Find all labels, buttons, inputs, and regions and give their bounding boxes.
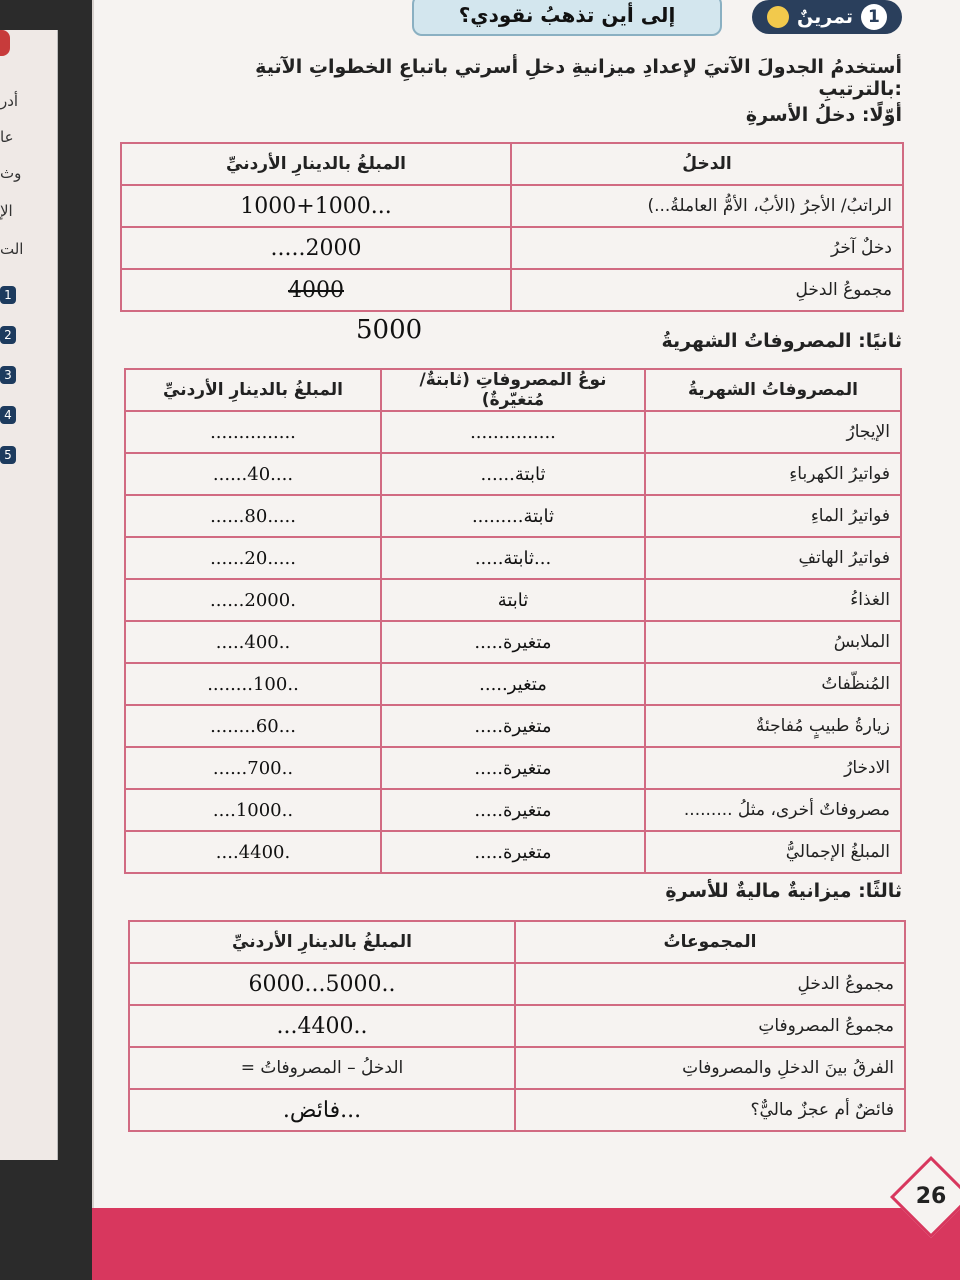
- table-row: [121, 227, 903, 269]
- exercise-label-text: تمرينٌ: [797, 6, 853, 28]
- budget-header-amount: المبلغُ بالدينارِ الأردنيِّ: [129, 921, 515, 963]
- expense-item: الادخارُ: [645, 747, 901, 789]
- edge-text-4: الإ: [0, 202, 13, 220]
- expense-type[interactable]: متغيرة.....: [381, 747, 645, 789]
- budget-value[interactable]: ..4400...: [129, 1005, 515, 1047]
- exercise-header: [412, 0, 902, 38]
- table-row: [125, 831, 901, 873]
- expense-amount[interactable]: ..400.....: [125, 621, 381, 663]
- table-row: [125, 705, 901, 747]
- expenses-table: [124, 368, 902, 874]
- expenses-header-item: المصروفاتُ الشهريةُ: [645, 369, 901, 411]
- expense-amount[interactable]: .....80......: [125, 495, 381, 537]
- table-row: [121, 269, 903, 311]
- page-number: 26: [915, 1184, 947, 1209]
- income-correction: 5000: [356, 315, 423, 345]
- budget-value[interactable]: الدخلُ – المصروفاتُ =: [129, 1047, 515, 1089]
- lightbulb-icon: [767, 6, 789, 28]
- income-header-label: الدخلُ: [511, 143, 903, 185]
- exercise-number: 1: [861, 4, 887, 30]
- expense-item: الإيجارُ: [645, 411, 901, 453]
- expense-item: المبلغُ الإجماليُّ: [645, 831, 901, 873]
- page-tab-marker: [0, 30, 10, 56]
- table-row: [125, 453, 901, 495]
- edge-number-2: 2: [0, 326, 16, 344]
- edge-number-3: 3: [0, 366, 16, 384]
- expense-item: فواتيرُ الكهرباءِ: [645, 453, 901, 495]
- expense-amount[interactable]: .2000......: [125, 579, 381, 621]
- expense-item: فواتيرُ الماءِ: [645, 495, 901, 537]
- table-row: [121, 185, 903, 227]
- table-row: [125, 621, 901, 663]
- expense-amount[interactable]: ....40......: [125, 453, 381, 495]
- budget-label: مجموعُ المصروفاتِ: [515, 1005, 905, 1047]
- income-table: [120, 142, 904, 312]
- table-row: [125, 537, 901, 579]
- expense-type[interactable]: متغيرة.....: [381, 831, 645, 873]
- table-row: [125, 495, 901, 537]
- exercise-label: [752, 0, 902, 34]
- budget-label: الفرقُ بينَ الدخلِ والمصروفاتِ: [515, 1047, 905, 1089]
- expense-amount[interactable]: .....20......: [125, 537, 381, 579]
- expense-amount[interactable]: ..1000....: [125, 789, 381, 831]
- expense-type[interactable]: ...ثابتة.....: [381, 537, 645, 579]
- expense-type[interactable]: ...............: [381, 411, 645, 453]
- income-header-amount: المبلغُ بالدينارِ الأردنيِّ: [121, 143, 511, 185]
- expense-amount[interactable]: ...............: [125, 411, 381, 453]
- table-row: [125, 411, 901, 453]
- expense-item: المُنظّفاتُ: [645, 663, 901, 705]
- instruction-text: أستخدمُ الجدولَ الآتيَ لإعدادِ ميزانيةِ دخلِ أسرتي باتباعِ الخطواتِ الآتيةِ بالترتيبِ:: [255, 56, 902, 100]
- income-label: الراتبُ/ الأجرُ (الأبُ، الأمُّ العاملةُ...): [511, 185, 903, 227]
- expense-type[interactable]: متغيرة.....: [381, 621, 645, 663]
- table-row: [129, 1047, 905, 1089]
- section3-title: ثالثًا: ميزانيةٌ ماليةٌ للأسرةِ: [665, 880, 902, 902]
- expense-item: الغذاءُ: [645, 579, 901, 621]
- expense-type[interactable]: متغيرة.....: [381, 705, 645, 747]
- budget-label: مجموعُ الدخلِ: [515, 963, 905, 1005]
- table-row: [125, 789, 901, 831]
- expense-item: فواتيرُ الهاتفِ: [645, 537, 901, 579]
- expenses-header-type: نوعُ المصروفاتِ (ثابتةٌ/ مُتغيّرةٌ): [381, 369, 645, 411]
- expense-amount[interactable]: ...60........: [125, 705, 381, 747]
- edge-number-4: 4: [0, 406, 16, 424]
- income-value[interactable]: 2000.....: [121, 227, 511, 269]
- edge-text-2: عا: [0, 128, 14, 146]
- expense-type[interactable]: ثابتة......: [381, 453, 645, 495]
- income-value[interactable]: 4000: [121, 269, 511, 311]
- table-row: [129, 1005, 905, 1047]
- table-row: [125, 747, 901, 789]
- expense-amount[interactable]: ..700......: [125, 747, 381, 789]
- page-bottom-band: [92, 1208, 960, 1280]
- edge-text-1: أدر: [0, 92, 19, 110]
- expense-item: الملابسُ: [645, 621, 901, 663]
- workbook-page: [92, 0, 960, 1208]
- budget-value[interactable]: ...فائض.: [129, 1089, 515, 1131]
- edge-text-5: الت: [0, 240, 24, 258]
- expense-type[interactable]: ثابتة.........: [381, 495, 645, 537]
- income-label: دخلٌ آخرُ: [511, 227, 903, 269]
- expense-item: زيارةُ طبيبٍ مُفاجئةٌ: [645, 705, 901, 747]
- income-label: مجموعُ الدخلِ: [511, 269, 903, 311]
- expense-type[interactable]: متغيرة.....: [381, 789, 645, 831]
- table-row: [125, 663, 901, 705]
- budget-label: فائضٌ أم عجزٌ ماليٌّ؟: [515, 1089, 905, 1131]
- exercise-title: إلى أين تذهبُ نقودي؟: [412, 0, 722, 36]
- adjacent-page-edge: [0, 30, 58, 1160]
- expense-type[interactable]: متغير.....: [381, 663, 645, 705]
- budget-value[interactable]: ..5000...6000: [129, 963, 515, 1005]
- expense-amount[interactable]: .4400....: [125, 831, 381, 873]
- edge-number-1: 1: [0, 286, 16, 304]
- section1-title: أوّلًا: دخلُ الأسرةِ: [745, 104, 902, 126]
- budget-header-label: المجموعاتُ: [515, 921, 905, 963]
- table-row: [125, 579, 901, 621]
- expense-amount[interactable]: ..100........: [125, 663, 381, 705]
- expense-item: مصروفاتٌ أخرى، مثلُ .........: [645, 789, 901, 831]
- income-value[interactable]: ...1000+1000: [121, 185, 511, 227]
- table-row: [129, 1089, 905, 1131]
- expenses-header-amount: المبلغُ بالدينارِ الأردنيِّ: [125, 369, 381, 411]
- section2-title: ثانيًا: المصروفاتُ الشهريةُ: [661, 330, 902, 352]
- expense-type[interactable]: ثابتة: [381, 579, 645, 621]
- edge-number-5: 5: [0, 446, 16, 464]
- edge-text-3: وث: [0, 164, 22, 182]
- budget-table: [128, 920, 906, 1132]
- table-row: [129, 963, 905, 1005]
